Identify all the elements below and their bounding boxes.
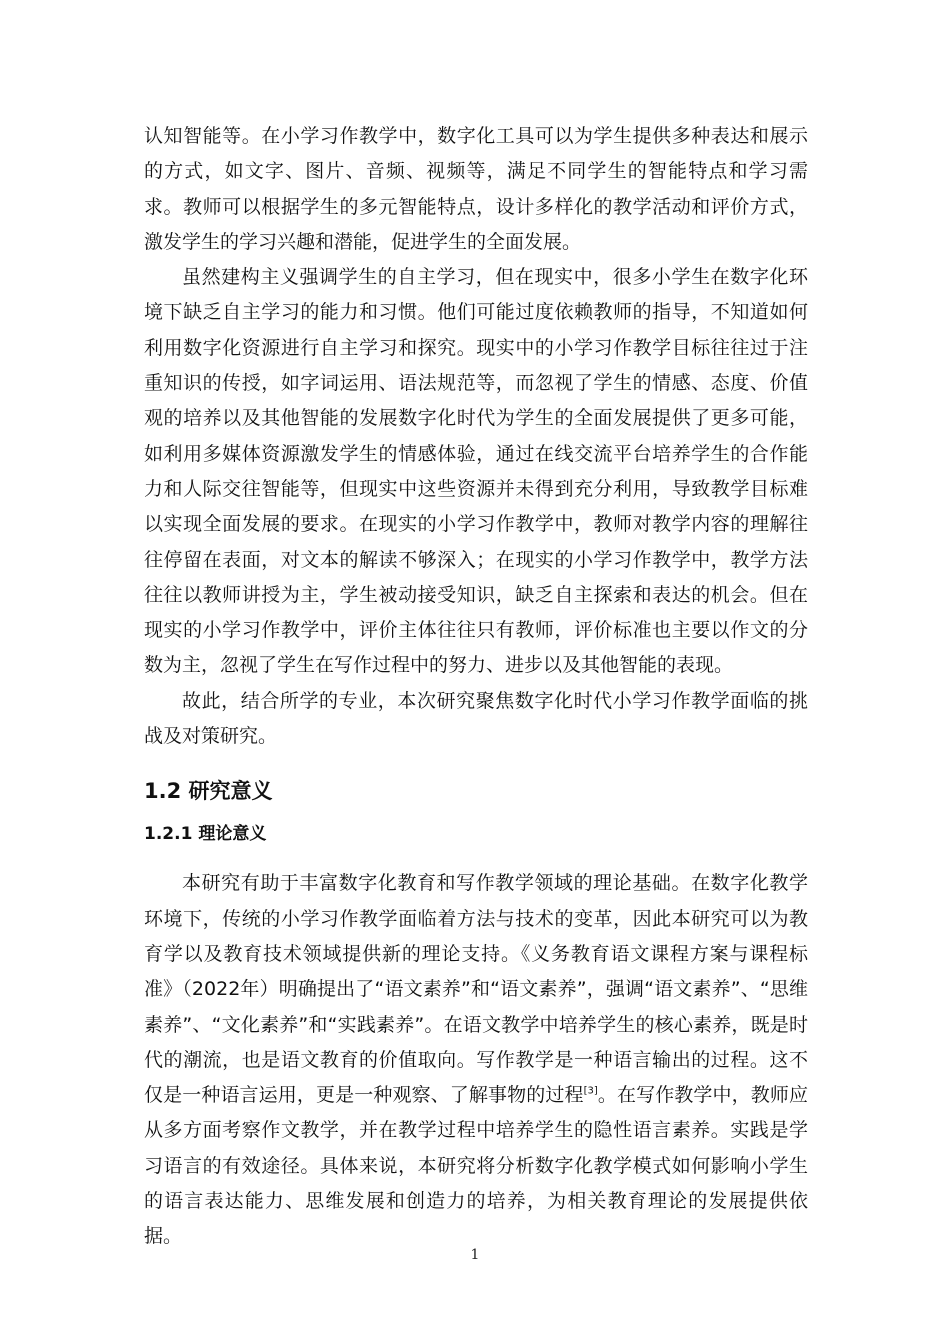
body-paragraph: 故此，结合所学的专业，本次研究聚焦数字化时代小学习作教学面临的挑战及对策研究。 bbox=[144, 689, 808, 748]
section-heading: 1.2 研究意义 bbox=[144, 779, 273, 804]
page-number: 1 bbox=[470, 1247, 480, 1263]
body-paragraph: 虽然建构主义强调学生的自主学习，但在现实中，很多小学生在数字化环境下缺乏自主学习的能力和习惯。他们可能过度依赖教师的指导，不知道如何利用数字化资源进行自主学习和探究。现实中的小学习作教学目标往往过于注重知识的传授，如字词运用、语法规范等，而忽视了学生的情感、态度、价值观的培养以及其他智能的发展数字化时代为学生的全面发展提供了更多可能，如利用多媒体资源激发学生的情感体验，通过在线交流平台培养学生的合作能力和人际交往智能等，但现实中这些资源并未得到充分利用，导致教学目标难以实现全面发展的要求。在现实的小学习作教学中，教师对教学内容的理解往往停留在表面，对文本的解读不够深入；在现实的小学习作教学中，教学方法往往以教师讲授为主，学生被动接受知识，缺乏自主探索和表达的机会。但在现实的小学习作教学中，评价主体往往只有教师，评价标准也主要以作文的分数为主，忽视了学生在写作过程中的努力、进步以及其他智能的表现。 bbox=[144, 266, 808, 677]
paragraph-text: 。在写作教学中，教师应从多方面考察作文教学，并在教学过程中培养学生的隐性语言素养。实践是学习语言的有效途径。具体来说，本研究将分析数字化教学模式如何影响小学生的语言表达能力、思维发展和创造力的培养，为相关教育理论的发展提供依据。 bbox=[144, 1084, 808, 1248]
page-body bbox=[144, 119, 808, 1255]
citation-reference[interactable]: [3] bbox=[583, 1085, 598, 1097]
body-paragraph: 认知智能等。在小学习作教学中，数字化工具可以为学生提供多种表达和展示的方式，如文字、图片、音频、视频等，满足不同学生的智能特点和学习需求。教师可以根据学生的多元智能特点，设计多样化的教学活动和评价方式，激发学生的学习兴趣和潜能，促进学生的全面发展。 bbox=[144, 125, 808, 253]
subsection-heading: 1.2.1 理论意义 bbox=[144, 824, 267, 845]
body-paragraph bbox=[144, 866, 808, 1254]
paragraph-text: 本研究有助于丰富数字化教育和写作教学领域的理论基础。在数字化教学环境下，传统的小学习作教学面临着方法与技术的变革，因此本研究可以为教育学以及教育技术领域提供新的理论支持。《义务教育语文课程方案与课程标准》（2022年）明确提出了“语文素养”和“语文素养”，强调“语文素养”、“思维素养”、“文化素养”和“实践素养”。在语文教学中培养学生的核心素养，既是时代的潮流，也是语文教育的价值取向。写作教学是一种语言输出的过程。这不仅是一种语言运用，更是一种观察、了解事物的过程 bbox=[144, 872, 808, 1107]
